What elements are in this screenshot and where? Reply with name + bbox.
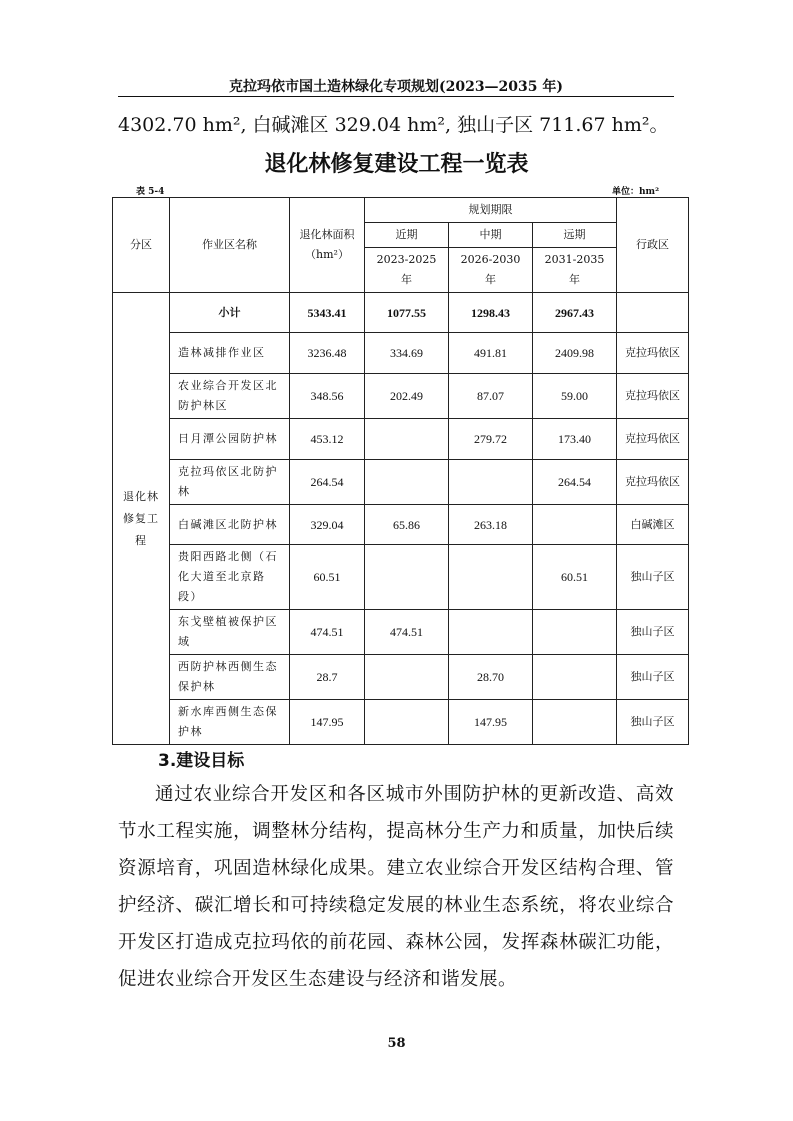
table-cell-admin: 独山子区 — [617, 655, 689, 700]
table-row-name: 新水库西侧生态保护林 — [170, 700, 290, 745]
table-cell-near — [365, 700, 449, 745]
table-cell-far: 2967.43 — [533, 293, 617, 333]
table-cell-far: 173.40 — [533, 419, 617, 460]
col-header-near-years: 2023-2025 年 — [365, 248, 449, 293]
table-cell-admin: 白碱滩区 — [617, 505, 689, 545]
table-cell-admin: 独山子区 — [617, 700, 689, 745]
table-cell-near — [365, 545, 449, 610]
table-cell-near: 334.69 — [365, 333, 449, 374]
table-cell-area: 329.04 — [290, 505, 365, 545]
table-cell-far — [533, 505, 617, 545]
table-cell-near — [365, 419, 449, 460]
table-cell-area: 28.7 — [290, 655, 365, 700]
table-cell-area: 474.51 — [290, 610, 365, 655]
table-cell-admin: 独山子区 — [617, 545, 689, 610]
table-row-name: 日月潭公园防护林 — [170, 419, 290, 460]
section-heading: 3.建设目标 — [158, 751, 245, 771]
table-row-name: 小计 — [170, 293, 290, 333]
table-cell-near: 474.51 — [365, 610, 449, 655]
table-cell-far: 2409.98 — [533, 333, 617, 374]
table-cell-area: 3236.48 — [290, 333, 365, 374]
table-cell-mid: 1298.43 — [449, 293, 533, 333]
table-cell-mid — [449, 610, 533, 655]
table-cell-mid: 28.70 — [449, 655, 533, 700]
col-header-mid-years: 2026-2030 年 — [449, 248, 533, 293]
table-row-name: 农业综合开发区北防护林区 — [170, 374, 290, 419]
table-cell-mid — [449, 460, 533, 505]
table-cell-far — [533, 700, 617, 745]
table-cell-area: 5343.41 — [290, 293, 365, 333]
table-cell-admin — [617, 293, 689, 333]
col-header-plan-period: 规划期限 — [365, 198, 617, 223]
table-cell-admin: 独山子区 — [617, 610, 689, 655]
table-cell-admin: 克拉玛依区 — [617, 374, 689, 419]
table-title: 退化林修复建设工程一览表 — [264, 152, 529, 177]
table-row-name: 造林减排作业区 — [170, 333, 290, 374]
table-row-name: 贵阳西路北侧（石化大道至北京路段） — [170, 545, 290, 610]
table-cell-mid: 87.07 — [449, 374, 533, 419]
table-row-name: 西防护林西侧生态保护林 — [170, 655, 290, 700]
table-cell-admin: 克拉玛依区 — [617, 460, 689, 505]
col-header-area-unit: （hm²） — [305, 248, 349, 261]
running-header: 克拉玛依市国土造林绿化专项规划(2023—2035 年) — [228, 79, 564, 95]
table-cell-area: 60.51 — [290, 545, 365, 610]
col-header-area — [290, 198, 365, 293]
col-header-admin: 行政区 — [617, 198, 689, 293]
col-header-near: 近期 — [365, 223, 449, 248]
table-cell-admin: 克拉玛依区 — [617, 333, 689, 374]
table-row-name: 克拉玛依区北防护林 — [170, 460, 290, 505]
table-cell-near — [365, 460, 449, 505]
table-cell-mid: 279.72 — [449, 419, 533, 460]
restoration-table — [112, 197, 689, 745]
table-cell-mid: 491.81 — [449, 333, 533, 374]
district-cell — [113, 293, 170, 745]
table-cell-far: 60.51 — [533, 545, 617, 610]
table-unit: 单位：hm² — [612, 187, 660, 197]
col-header-mid: 中期 — [449, 223, 533, 248]
table-cell-area: 147.95 — [290, 700, 365, 745]
table-cell-far — [533, 655, 617, 700]
table-cell-area: 264.54 — [290, 460, 365, 505]
col-header-far: 远期 — [533, 223, 617, 248]
table-cell-admin: 克拉玛依区 — [617, 419, 689, 460]
district-label: 退化林修复工程 — [123, 489, 159, 547]
intro-text: 4302.70 hm², 白碱滩区 329.04 hm², 独山子区 711.67 hm²。 — [118, 114, 669, 136]
table-cell-near: 65.86 — [365, 505, 449, 545]
col-header-area-name: 作业区名称 — [170, 198, 290, 293]
table-cell-far: 264.54 — [533, 460, 617, 505]
table-cell-mid — [449, 545, 533, 610]
table-cell-near — [365, 655, 449, 700]
table-cell-near: 1077.55 — [365, 293, 449, 333]
table-cell-near: 202.49 — [365, 374, 449, 419]
table-row-name: 白碱滩区北防护林 — [170, 505, 290, 545]
table-cell-area: 348.56 — [290, 374, 365, 419]
col-header-area-label: 退化林面积 — [299, 228, 355, 241]
col-header-far-years: 2031-2035 年 — [533, 248, 617, 293]
table-number: 表 5-4 — [136, 187, 165, 197]
page-number: 58 — [387, 1036, 406, 1051]
table-cell-mid: 147.95 — [449, 700, 533, 745]
table-cell-mid: 263.18 — [449, 505, 533, 545]
table-cell-far — [533, 610, 617, 655]
header-rule — [118, 96, 674, 97]
table-row-name: 东戈壁植被保护区域 — [170, 610, 290, 655]
table-cell-area: 453.12 — [290, 419, 365, 460]
table-cell-far: 59.00 — [533, 374, 617, 419]
body-paragraph: 通过农业综合开发区和各区城市外围防护林的更新改造、高效节水工程实施，调整林分结构，提高林分生产力和质量，加快后续资源培育，巩固造林绿化成果。建立农业综合开发区结构合理、管护经济、碳汇增长和可持续稳定发展的林业生态系统，将农业综合开发区打造成克拉玛依的前花园、森林公园，发挥森林碳汇功能，促进农业综合开发区生态建设与经济和谐发展。 — [118, 784, 674, 990]
col-header-district: 分区 — [113, 198, 170, 293]
